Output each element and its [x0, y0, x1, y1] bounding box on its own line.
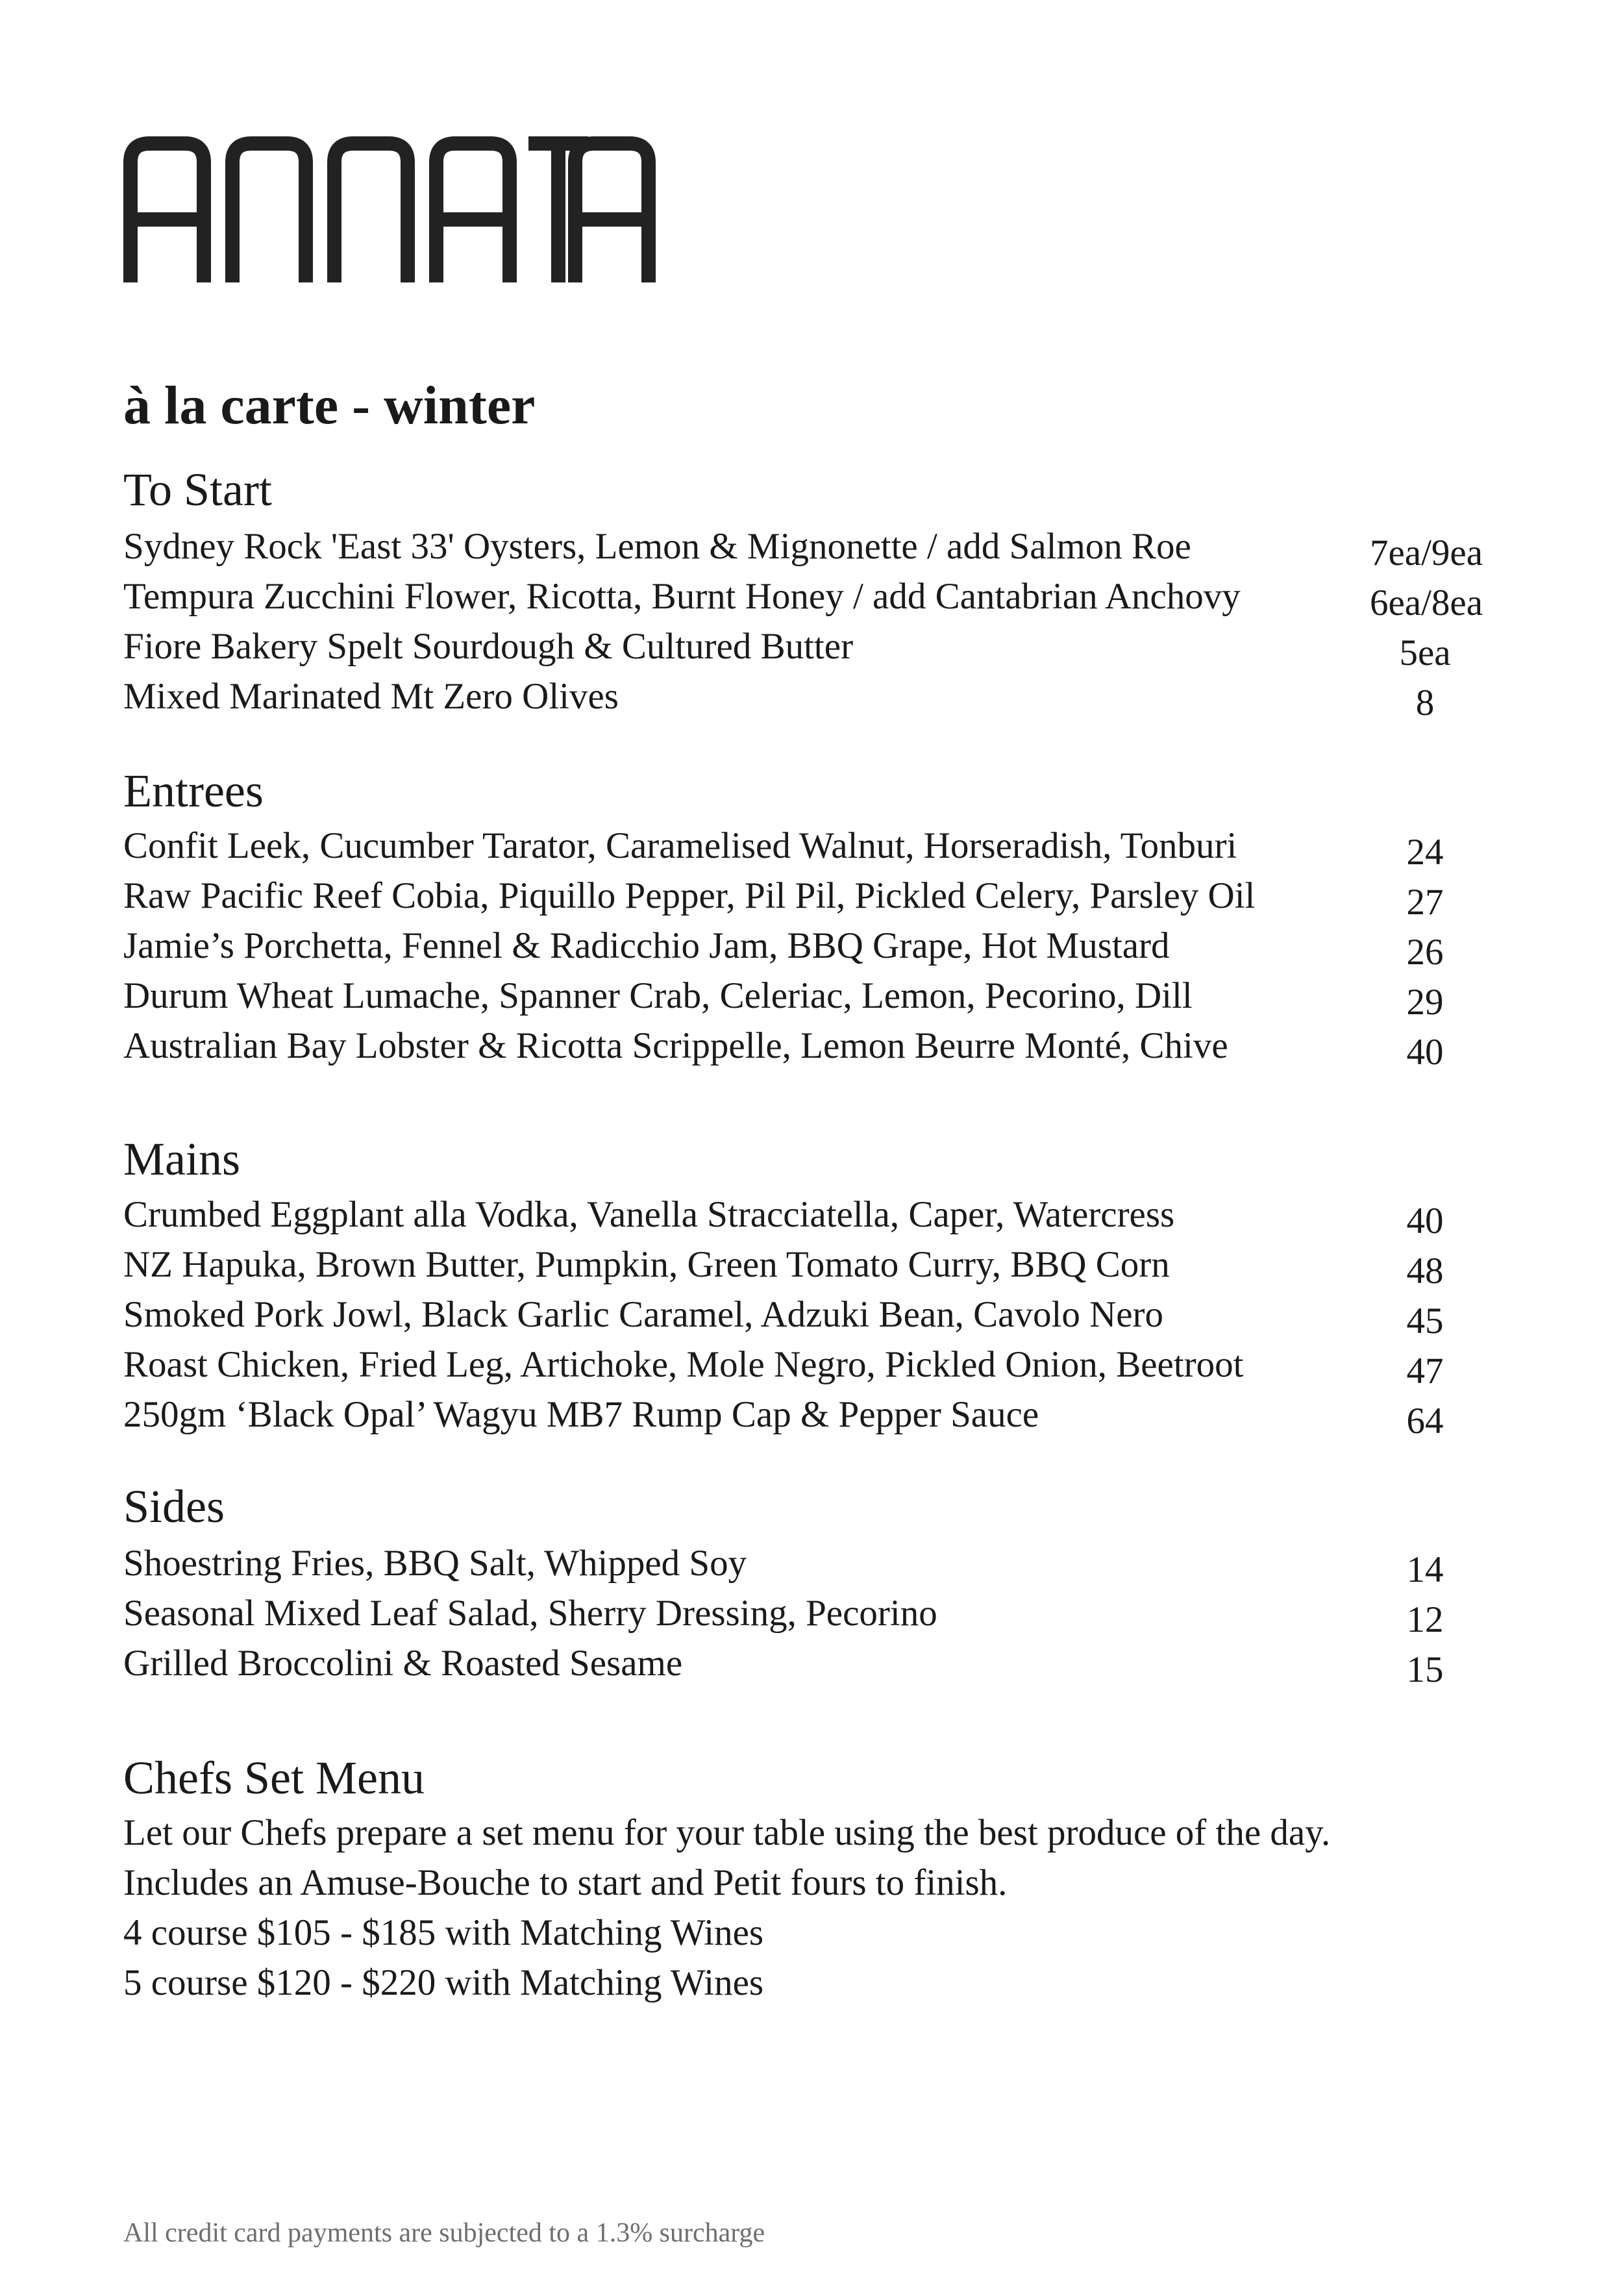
menu-item-price: 47 [1406, 1351, 1444, 1391]
section-title-entrees: Entrees [123, 765, 264, 817]
menu-item-price: 7ea/9ea [1370, 532, 1483, 573]
menu-item-price: 8 [1415, 682, 1435, 723]
menu-item-name: Smoked Pork Jowl, Black Garlic Caramel, Adzuki Bean, Cavolo Nero [123, 1294, 1164, 1335]
annata-wordmark-image [123, 136, 656, 282]
section-title-to-start: To Start [123, 464, 272, 516]
set-menu-line: Includes an Amuse-Bouche to start and Petit fours to finish. [123, 1862, 1008, 1903]
menu-item [123, 1390, 1500, 1440]
menu-item-price: 5ea [1399, 632, 1451, 673]
menu-item [123, 1638, 1500, 1688]
section-to-start-list [123, 521, 1500, 721]
section-title-chefs-set-menu: Chefs Set Menu [123, 1752, 425, 1804]
menu-item-name: Fiore Bakery Spelt Sourdough & Cultured Butter [123, 626, 854, 667]
section-title-mains: Mains [123, 1133, 240, 1185]
menu-item [123, 621, 1500, 671]
menu-item [123, 1240, 1500, 1290]
set-menu-description [123, 1808, 1330, 2008]
menu-item [123, 1588, 1500, 1638]
menu-item [123, 921, 1500, 971]
menu-item-name: Roast Chicken, Fried Leg, Artichoke, Mole Negro, Pickled Onion, Beetroot [123, 1344, 1244, 1385]
section-mains-list [123, 1190, 1500, 1440]
menu-item-name: Tempura Zucchini Flower, Ricotta, Burnt Honey / add Cantabrian Anchovy [123, 576, 1241, 617]
menu-item [123, 1021, 1500, 1071]
menu-item-price: 27 [1406, 882, 1444, 923]
menu-item-name: Crumbed Eggplant alla Vodka, Vanella Stracciatella, Caper, Watercress [123, 1194, 1175, 1235]
menu-item [123, 821, 1500, 871]
menu-item [123, 1190, 1500, 1240]
menu-item-name: Mixed Marinated Mt Zero Olives [123, 676, 619, 717]
menu-item-price: 15 [1406, 1649, 1444, 1690]
surcharge-note: All credit card payments are subjected to a 1.3% surcharge [123, 2218, 765, 2248]
menu-item-name: Australian Bay Lobster & Ricotta Scrippelle, Lemon Beurre Monté, Chive [123, 1025, 1228, 1066]
menu-item-price: 26 [1406, 932, 1444, 973]
menu-item-name: Grilled Broccolini & Roasted Sesame [123, 1643, 683, 1684]
menu-item [123, 1538, 1500, 1588]
menu-subtitle: à la carte - winter [123, 375, 536, 436]
set-menu-line: Let our Chefs prepare a set menu for your table using the best produce of the day. [123, 1812, 1331, 1853]
menu-item-name: Shoestring Fries, BBQ Salt, Whipped Soy [123, 1543, 747, 1584]
menu-item-name: NZ Hapuka, Brown Butter, Pumpkin, Green Tomato Curry, BBQ Corn [123, 1244, 1170, 1285]
menu-item-price: 6ea/8ea [1370, 582, 1483, 623]
menu-item-price: 40 [1406, 1201, 1444, 1242]
menu-item [123, 571, 1500, 621]
menu-item [123, 521, 1500, 571]
menu-item-price: 64 [1406, 1401, 1444, 1441]
menu-item-price: 24 [1406, 832, 1444, 873]
menu-item-name: Sydney Rock 'East 33' Oysters, Lemon & Mignonette / add Salmon Roe [123, 526, 1191, 567]
menu-item [123, 971, 1500, 1021]
annata-logo [123, 136, 656, 282]
set-menu-line: 5 course $120 - $220 with Matching Wines [123, 1962, 764, 2003]
menu-item-name: Seasonal Mixed Leaf Salad, Sherry Dressing, Pecorino [123, 1593, 937, 1634]
menu-item-name: Jamie’s Porchetta, Fennel & Radicchio Jam, BBQ Grape, Hot Mustard [123, 925, 1170, 966]
menu-item-price: 45 [1406, 1301, 1444, 1341]
section-entrees-list [123, 821, 1500, 1071]
menu-item-price: 29 [1406, 982, 1444, 1023]
menu-item [123, 1290, 1500, 1340]
menu-item [123, 871, 1500, 921]
menu-item-price: 48 [1406, 1251, 1444, 1292]
menu-item-price: 14 [1406, 1549, 1444, 1590]
section-title-sides: Sides [123, 1480, 225, 1532]
menu-item [123, 671, 1500, 721]
set-menu-line: 4 course $105 - $185 with Matching Wines [123, 1912, 764, 1953]
menu-item-price: 12 [1406, 1599, 1444, 1640]
menu-item [123, 1340, 1500, 1390]
menu-item-name: Raw Pacific Reef Cobia, Piquillo Pepper, Pil Pil, Pickled Celery, Parsley Oil [123, 875, 1256, 916]
section-sides-list [123, 1538, 1500, 1688]
menu-item-name: 250gm ‘Black Opal’ Wagyu MB7 Rump Cap & Pepper Sauce [123, 1394, 1039, 1435]
menu-item-price: 40 [1406, 1032, 1444, 1073]
menu-item-name: Durum Wheat Lumache, Spanner Crab, Celeriac, Lemon, Pecorino, Dill [123, 975, 1193, 1016]
menu-item-name: Confit Leek, Cucumber Tarator, Caramelised Walnut, Horseradish, Tonburi [123, 825, 1237, 866]
